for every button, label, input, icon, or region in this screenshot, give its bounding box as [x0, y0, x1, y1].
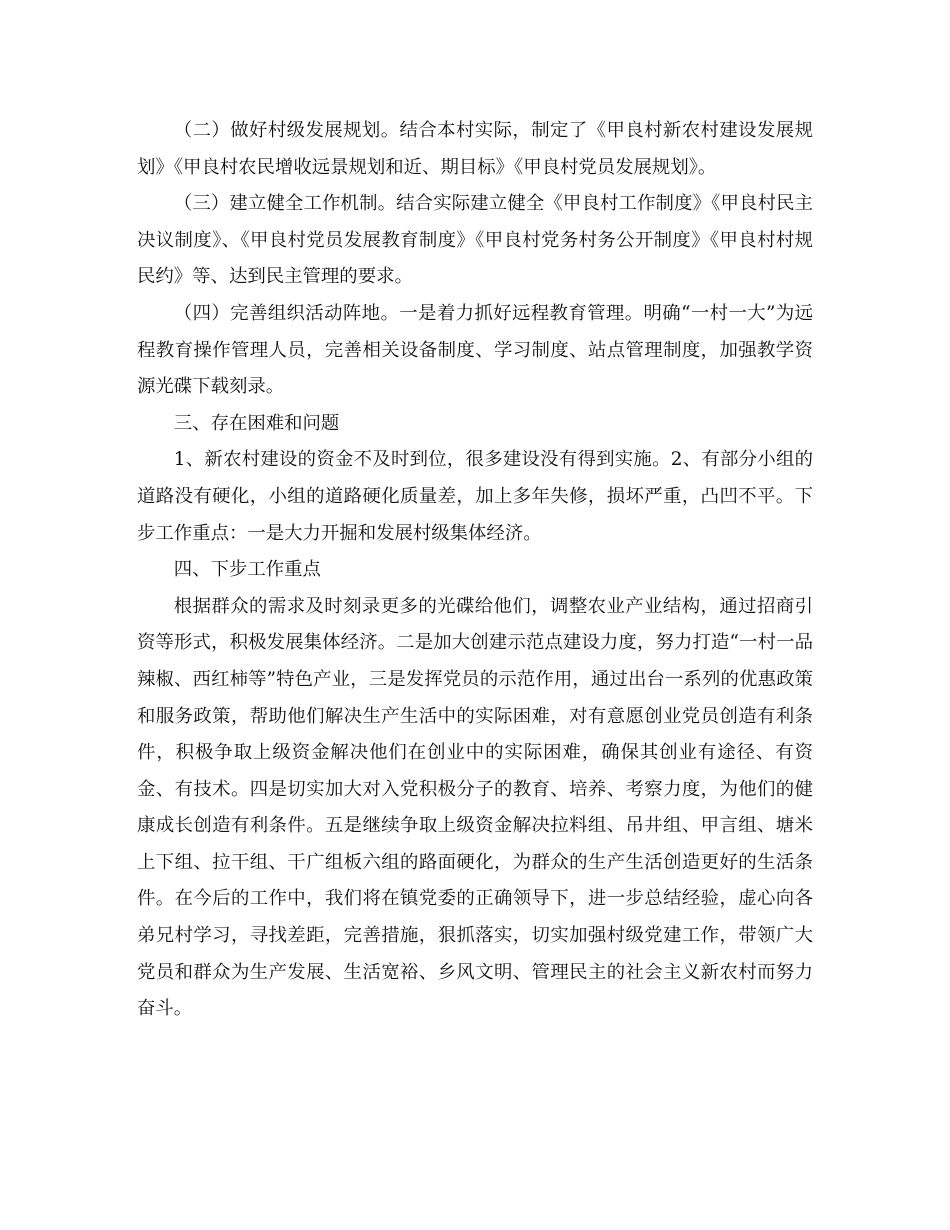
- paragraph-next-steps: 根据群众的需求及时刻录更多的光碟给他们，调整农业产业结构，通过招商引资等形式，积极发展集体经济。二是加大创建示范点建设力度，努力打造“一村一品辣椒、西红柿等”特色产业，三是发挥党员的示范作用，通过出台一系列的优惠政策和服务政策，帮助他们解决生产生活中的实际困难，对有意愿创业党员创造有利条件，积极争取上级资金解决他们在创业中的实际困难，确保其创业有途径、有资金、有技术。四是切实加大对入党积极分子的教育、培养、考察力度，为他们的健康成长创造有利条件。五是继续争取上级资金解决拉料组、吊井组、甲言组、塘米上下组、拉干组、干广组板六组的路面硬化，为群众的生产生活创造更好的生活条件。在今后的工作中，我们将在镇党委的正确领导下，进一步总结经验，虚心向各弟兄村学习，寻找差距，完善措施，狠抓落实，切实加强村级党建工作，带领广大党员和群众为生产发展、生活宽裕、乡风文明、管理民主的社会主义新农村而努力奋斗。: [137, 595, 813, 1020]
- paragraph-problems: 1、新农村建设的资金不及时到位，很多建设没有得到实施。2、有部分小组的道路没有硬化，小组的道路硬化质量差，加上多年失修，损坏严重，凸凹不平。下步工作重点：一是大力开掘和发展村级集体经济。: [137, 449, 813, 544]
- section-heading-next-steps: 四、下步工作重点: [173, 559, 321, 581]
- document-body: [137, 113, 813, 1028]
- paragraph-activity-base: （四）完善组织活动阵地。一是着力抓好远程教育管理。明确“一村一大”为远程教育操作管理人员，完善相关设备制度、学习制度、站点管理制度，加强教学资源光碟下载刻录。: [137, 302, 813, 398]
- paragraph-plan: （二）做好村级发展规划。结合本村实际，制定了《甲良村新农村建设发展规划》《甲良村农民增收远景规划和近、期目标》《甲良村党员发展规划》。: [137, 120, 813, 178]
- section-heading-problems: 三、存在困难和问题: [173, 412, 340, 434]
- paragraph-mechanism: （三）建立健全工作机制。结合实际建立健全《甲良村工作制度》《甲良村民主决议制度》、《甲良村党员发展教育制度》《甲良村党务村务公开制度》《甲良村村规民约》等、达到民主管理的要求。: [137, 193, 813, 288]
